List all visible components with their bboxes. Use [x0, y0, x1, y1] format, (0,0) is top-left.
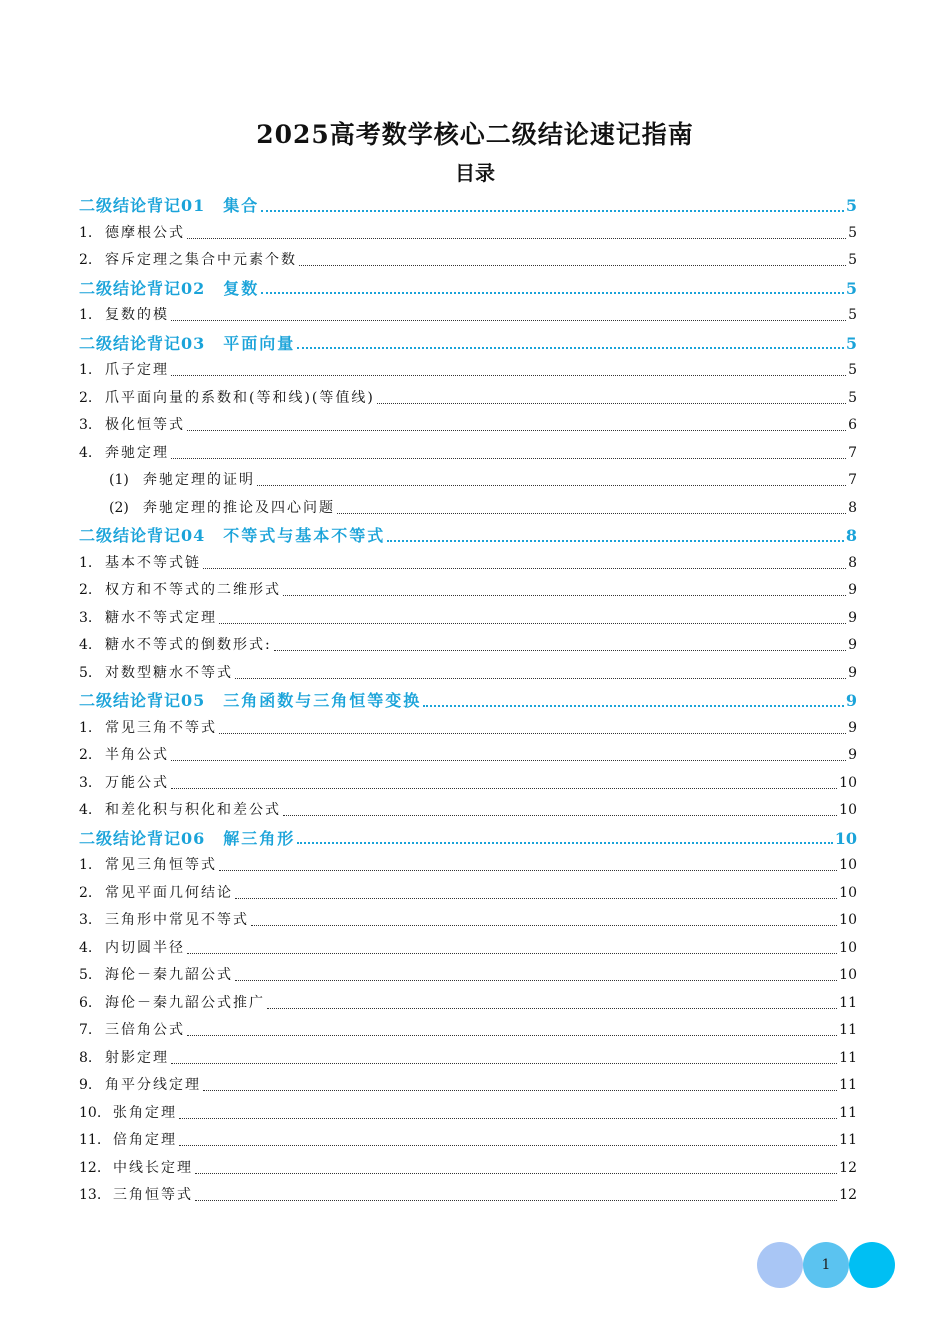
- toc-entry-label: 和差化积与积化和差公式: [105, 802, 281, 818]
- toc-entry[interactable]: [79, 715, 857, 743]
- toc-entry-label: 爪子定理: [105, 362, 169, 378]
- toc-entry[interactable]: [79, 440, 857, 468]
- toc-entry-label: 半角公式: [105, 747, 169, 763]
- toc-entry-number: 1.: [79, 719, 93, 736]
- toc-page-number: 5: [848, 224, 857, 241]
- toc-entry-number: (2): [109, 499, 129, 516]
- toc-entry[interactable]: [79, 495, 857, 523]
- toc-entry-number: 4.: [79, 444, 93, 461]
- toc-section-code: 二级结论背记05: [79, 691, 206, 710]
- toc-entry[interactable]: [79, 247, 857, 275]
- toc-entry-label: 倍角定理: [113, 1132, 177, 1148]
- toc-entry-number: (1): [109, 472, 129, 488]
- toc-entry[interactable]: [79, 357, 857, 385]
- toc-entry-label: 解三角形: [223, 828, 296, 848]
- toc-entry-number: 4.: [79, 802, 93, 818]
- toc-entry[interactable]: [79, 577, 857, 605]
- toc-dot-leader: [195, 1173, 837, 1174]
- toc-page-number: 10: [839, 912, 857, 928]
- toc-dot-leader: [261, 210, 844, 212]
- toc-dot-leader: [299, 265, 846, 266]
- toc-entry-number: 13.: [79, 1187, 102, 1203]
- toc-entry[interactable]: [79, 1155, 857, 1183]
- toc-entry-label: 糖水不等式的倒数形式:: [105, 637, 272, 653]
- toc-page-number: 10: [839, 857, 857, 873]
- toc-page-number: 11: [839, 1132, 857, 1148]
- toc-entry-label: 平面向量: [223, 333, 296, 353]
- toc-page-number: 9: [845, 691, 857, 710]
- toc-entry[interactable]: [79, 1127, 857, 1155]
- toc-entry-number: 6.: [79, 994, 93, 1011]
- toc-entry[interactable]: [79, 632, 857, 660]
- toc-entry[interactable]: [79, 605, 857, 633]
- toc-dot-leader: [387, 540, 844, 542]
- toc-dot-leader: [235, 980, 837, 981]
- toc-page-number: 5: [848, 307, 857, 323]
- toc-entry-label: 常见三角恒等式: [105, 857, 217, 873]
- toc-page-number: 9: [848, 582, 857, 598]
- toc-dot-leader: [283, 815, 837, 816]
- toc-entry-label: 海伦－秦九韶公式推广: [105, 994, 265, 1011]
- toc-section-code: 二级结论背记06: [79, 828, 206, 848]
- toc-entry-number: 5.: [79, 967, 93, 983]
- toc-entry[interactable]: [79, 1072, 857, 1100]
- toc-entry-label: 复数的模: [105, 307, 169, 323]
- toc-dot-leader: [235, 898, 837, 899]
- toc-dot-leader: [179, 1145, 837, 1146]
- toc-entry-label: 集合: [223, 196, 260, 215]
- toc-section-code: 二级结论背记01: [79, 196, 206, 215]
- toc-dot-leader: [171, 458, 846, 459]
- toc-entry[interactable]: [79, 1045, 857, 1073]
- toc-page-number: 9: [848, 664, 857, 681]
- toc-page-number: 7: [848, 444, 857, 461]
- toc-page-number: 11: [839, 1049, 857, 1066]
- toc-entry-label: 德摩根公式: [105, 224, 185, 241]
- toc-section-entry[interactable]: [79, 825, 857, 853]
- toc-page-number: 10: [839, 939, 857, 956]
- toc-page-number: 5: [848, 252, 857, 268]
- toc-entry-number: 4.: [79, 637, 93, 653]
- toc-entry-number: 4.: [79, 939, 93, 956]
- toc-entry-label: 海伦－秦九韶公式: [105, 967, 233, 983]
- toc-entry-number: 8.: [79, 1049, 93, 1066]
- toc-entry-label: 三倍角公式: [105, 1022, 185, 1038]
- toc-entry[interactable]: [79, 880, 857, 908]
- toc-entry-label: 奔驰定理: [105, 444, 169, 461]
- toc-section-entry[interactable]: [79, 522, 857, 550]
- toc-entry-number: 2.: [79, 747, 93, 763]
- toc-page-number: 9: [848, 719, 857, 736]
- toc-entry-number: 2.: [79, 389, 93, 406]
- toc-dot-leader: [257, 485, 846, 486]
- page-number: 1: [803, 1242, 849, 1288]
- page-indicator: [757, 1242, 897, 1288]
- toc-entry-number: 2.: [79, 884, 93, 901]
- toc-section-code: 二级结论背记02: [79, 278, 206, 298]
- toc-dot-leader: [171, 375, 846, 376]
- toc-entry-number: 3.: [79, 609, 93, 626]
- toc-entry[interactable]: [79, 852, 857, 880]
- toc-dot-leader: [171, 320, 846, 321]
- toc-section-code: 二级结论背记04: [79, 526, 206, 545]
- toc-section-entry[interactable]: [79, 687, 857, 715]
- toc-dot-leader: [297, 347, 844, 349]
- toc-entry-number: 1.: [79, 224, 93, 241]
- toc-page-number: 10: [839, 802, 857, 818]
- toc-entry-label: 张角定理: [113, 1104, 177, 1121]
- toc-page-number: 9: [848, 637, 857, 653]
- toc-entry-label: 常见平面几何结论: [105, 884, 233, 901]
- toc-dot-leader: [267, 1008, 837, 1009]
- toc-dot-leader: [235, 678, 846, 679]
- toc-heading: 目录: [455, 161, 495, 185]
- toc-dot-leader: [195, 1200, 837, 1201]
- toc-entry[interactable]: [79, 1100, 857, 1128]
- toc-entry-number: 3.: [79, 912, 93, 928]
- toc-page-number: 8: [848, 499, 857, 516]
- toc-dot-leader: [337, 513, 846, 514]
- toc-entry-number: 10.: [79, 1104, 102, 1121]
- toc-entry-label: 爪平面向量的系数和(等和线)(等值线): [105, 389, 375, 406]
- toc-dot-leader: [171, 1063, 837, 1064]
- toc-entry[interactable]: [79, 412, 857, 440]
- toc-entry[interactable]: [79, 467, 857, 495]
- toc-entry-label: 复数: [223, 278, 260, 298]
- toc-dot-leader: [203, 1090, 837, 1091]
- toc-entry[interactable]: [79, 990, 857, 1018]
- toc-entry[interactable]: [79, 302, 857, 330]
- toc-entry-number: 7.: [79, 1022, 93, 1038]
- toc-entry[interactable]: [79, 385, 857, 413]
- toc-entry[interactable]: [79, 962, 857, 990]
- toc-entry[interactable]: [79, 660, 857, 688]
- toc-entry-label: 射影定理: [105, 1049, 169, 1066]
- toc-page-number: 11: [839, 1104, 857, 1121]
- toc-entry-number: 1.: [79, 307, 93, 323]
- toc-entry[interactable]: [79, 1182, 857, 1210]
- toc-dot-leader: [219, 733, 846, 734]
- toc-dot-leader: [171, 760, 846, 761]
- toc-dot-leader: [219, 870, 837, 871]
- toc-page-number: 5: [845, 196, 857, 215]
- toc-entry-label: 奔驰定理的证明: [143, 472, 255, 488]
- toc-entry-label: 糖水不等式定理: [105, 609, 217, 626]
- toc-page-number: 5: [848, 389, 857, 406]
- toc-entry-number: 3.: [79, 774, 93, 791]
- toc-entry-label: 角平分线定理: [105, 1077, 201, 1093]
- toc-page-number: 7: [848, 472, 857, 488]
- toc-entry-label: 权方和不等式的二维形式: [105, 582, 281, 598]
- toc-page-number: 9: [848, 609, 857, 626]
- toc-dot-leader: [251, 925, 837, 926]
- toc-entry-label: 容斥定理之集合中元素个数: [105, 252, 297, 268]
- toc-entry-label: 三角形中常见不等式: [105, 912, 249, 928]
- toc-page-number: 11: [839, 994, 857, 1011]
- toc-page-number: 10: [839, 967, 857, 983]
- toc-entry[interactable]: [79, 220, 857, 248]
- toc-page-number: 5: [848, 362, 857, 378]
- toc-entry[interactable]: [79, 797, 857, 825]
- toc-dot-leader: [171, 788, 837, 789]
- toc-entry-label: 万能公式: [105, 774, 169, 791]
- toc-entry-number: 1.: [79, 362, 93, 378]
- toc-dot-leader: [187, 430, 846, 431]
- toc-entry-label: 极化恒等式: [105, 417, 185, 433]
- toc-page-number: 5: [845, 278, 857, 298]
- toc-dot-leader: [187, 238, 846, 239]
- toc-page-number: 10: [839, 884, 857, 901]
- toc-dot-leader: [187, 1035, 837, 1036]
- toc-dot-leader: [203, 568, 846, 569]
- toc-entry-label: 三角恒等式: [113, 1187, 193, 1203]
- toc-page-number: 6: [848, 417, 857, 433]
- toc-page-number: 12: [839, 1159, 857, 1176]
- toc-dot-leader: [179, 1118, 837, 1119]
- toc-entry-label: 三角函数与三角恒等变换: [223, 691, 422, 710]
- page-indicator-left-circle: [757, 1242, 803, 1288]
- toc-entry-number: 5.: [79, 664, 93, 681]
- toc-entry-number: 12.: [79, 1159, 102, 1176]
- document-title: 2025高考数学核心二级结论速记指南: [256, 120, 694, 149]
- toc-page-number: 11: [839, 1022, 857, 1038]
- toc-page-number: 10: [839, 774, 857, 791]
- toc-dot-leader: [187, 953, 837, 954]
- toc-dot-leader: [423, 705, 844, 707]
- toc-page-number: 11: [839, 1077, 857, 1093]
- toc-page-number: 12: [839, 1187, 857, 1203]
- toc-section-entry[interactable]: [79, 275, 857, 303]
- toc-entry-label: 不等式与基本不等式: [223, 526, 386, 545]
- toc-entry-label: 对数型糖水不等式: [105, 664, 233, 681]
- toc-section-entry[interactable]: [79, 330, 857, 358]
- toc-entry[interactable]: [79, 907, 857, 935]
- toc-page-number: 8: [845, 526, 857, 545]
- toc-dot-leader: [297, 842, 832, 844]
- toc-entry-number: 1.: [79, 857, 93, 873]
- toc-entry-label: 内切圆半径: [105, 939, 185, 956]
- toc-entry-number: 1.: [79, 554, 93, 571]
- toc-dot-leader: [219, 623, 846, 624]
- toc-section-code: 二级结论背记03: [79, 333, 206, 353]
- toc-dot-leader: [283, 595, 846, 596]
- toc-entry-number: 9.: [79, 1077, 93, 1093]
- toc-entry[interactable]: [79, 550, 857, 578]
- toc-entry-label: 中线长定理: [113, 1159, 193, 1176]
- toc-dot-leader: [274, 650, 846, 651]
- toc-page-number: 9: [848, 747, 857, 763]
- table-of-contents: [79, 192, 857, 1210]
- toc-entry[interactable]: [79, 742, 857, 770]
- toc-entry[interactable]: [79, 935, 857, 963]
- toc-entry-label: 奔驰定理的推论及四心问题: [143, 499, 335, 516]
- toc-dot-leader: [377, 403, 846, 404]
- toc-entry-number: 3.: [79, 417, 93, 433]
- toc-entry[interactable]: [79, 1017, 857, 1045]
- toc-entry-number: 11.: [79, 1132, 102, 1148]
- toc-entry-label: 常见三角不等式: [105, 719, 217, 736]
- toc-page-number: 10: [834, 828, 857, 848]
- page-indicator-right-circle: [849, 1242, 895, 1288]
- toc-dot-leader: [261, 292, 844, 294]
- toc-entry-label: 基本不等式链: [105, 554, 201, 571]
- toc-entry[interactable]: [79, 770, 857, 798]
- toc-page-number: 5: [845, 333, 857, 353]
- toc-section-entry[interactable]: [79, 192, 857, 220]
- toc-page-number: 8: [848, 554, 857, 571]
- toc-entry-number: 2.: [79, 582, 93, 598]
- toc-entry-number: 2.: [79, 252, 93, 268]
